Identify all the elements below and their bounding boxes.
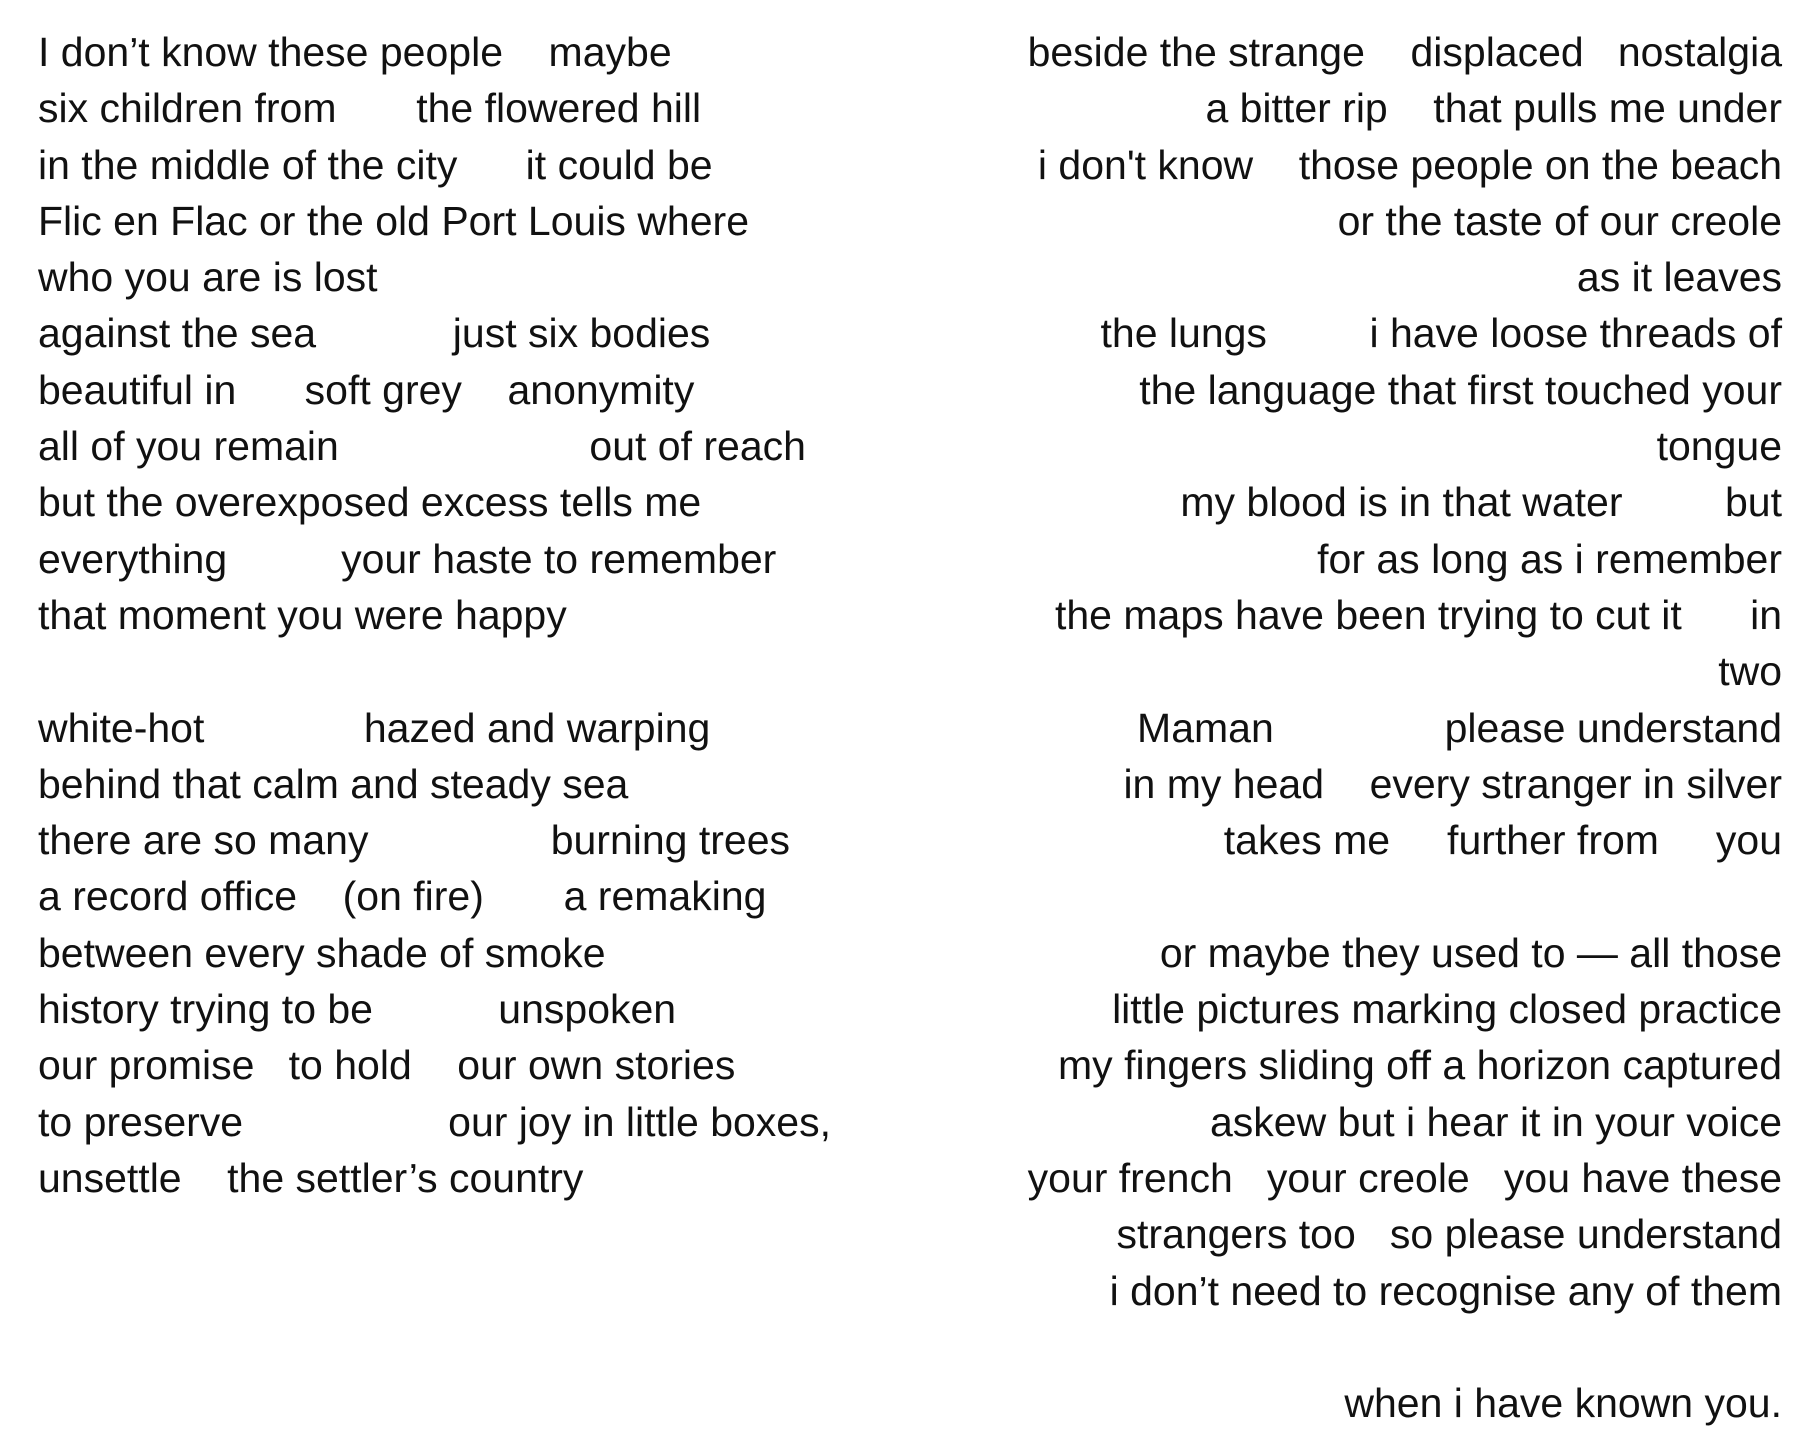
- stanza-break: [38, 643, 898, 699]
- stanza-break: [882, 1319, 1782, 1375]
- poem-line: for as long as i remember: [1317, 535, 1782, 582]
- poem-line: but the overexposed excess tells me: [38, 479, 702, 526]
- poem-line: a record office (on fire) a remaking: [38, 873, 767, 920]
- poem-line: our promise to hold our own stories: [38, 1042, 736, 1089]
- poem-line: my fingers sliding off a horizon captured: [1058, 1042, 1782, 1089]
- stanza-break: [882, 868, 1782, 924]
- poem-line: behind that calm and steady sea: [38, 760, 629, 807]
- poem-line: against the sea just six bodies: [38, 310, 711, 357]
- poem-line: six children from the flowered hill: [38, 85, 702, 132]
- poem-line: i don't know those people on the beach: [1037, 141, 1782, 188]
- poem-line: takes me further from you: [1223, 817, 1782, 864]
- poem-line: as it leaves: [1576, 254, 1782, 301]
- poem-line: strangers too so please understand: [1116, 1211, 1782, 1258]
- poem-line: the maps have been trying to cut it in: [1054, 591, 1782, 638]
- poem-line: white-hot hazed and warping: [38, 704, 711, 751]
- poem-line: history trying to be unspoken: [38, 986, 677, 1033]
- poem-line: the lungs i have loose threads of: [1100, 310, 1782, 357]
- poem-line: there are so many burning trees: [38, 817, 791, 864]
- poem-line: I don’t know these people maybe: [38, 29, 672, 75]
- poem-line: askew but i hear it in your voice: [1210, 1098, 1782, 1145]
- poem-line: unsettle the settler’s country: [38, 1154, 584, 1201]
- poem-left-column: [38, 24, 898, 1206]
- poem-right-column: [882, 24, 1782, 1431]
- poem-line: beside the strange displaced nostalgia: [1027, 29, 1782, 75]
- poem-line: i don’t need to recognise any of them: [1109, 1267, 1782, 1314]
- poem-line: little pictures marking closed practice: [1112, 986, 1782, 1033]
- poem-line: the language that first touched your: [1139, 366, 1782, 413]
- poem-final-line: when i have known you.: [1344, 1380, 1782, 1427]
- poem-line: everything your haste to remember: [38, 535, 777, 582]
- poem-line: your french your creole you have these: [1027, 1154, 1782, 1201]
- poem-line: that moment you were happy: [38, 591, 567, 638]
- poem-line: in my head every stranger in silver: [1123, 760, 1782, 807]
- poem-line: in the middle of the city it could be: [38, 141, 713, 188]
- poem-line: beautiful in soft grey anonymity: [38, 366, 695, 413]
- poem-line: between every shade of smoke: [38, 929, 606, 976]
- poem-line: Flic en Flac or the old Port Louis where: [38, 197, 749, 244]
- poem-line: all of you remain out of reach: [38, 423, 806, 470]
- poem-line: my blood is in that water but: [1180, 479, 1782, 526]
- poem-line: Maman please understand: [1137, 704, 1782, 751]
- poem-line: who you are is lost: [38, 254, 378, 301]
- poem-line: or maybe they used to — all those: [1159, 929, 1782, 976]
- poem-line: or the taste of our creole: [1337, 197, 1782, 244]
- poem-line: a bitter rip that pulls me under: [1205, 85, 1782, 132]
- poem-line: tongue: [1656, 423, 1782, 470]
- poem-line: two: [1718, 648, 1782, 695]
- poem-line: to preserve our joy in little boxes,: [38, 1098, 831, 1145]
